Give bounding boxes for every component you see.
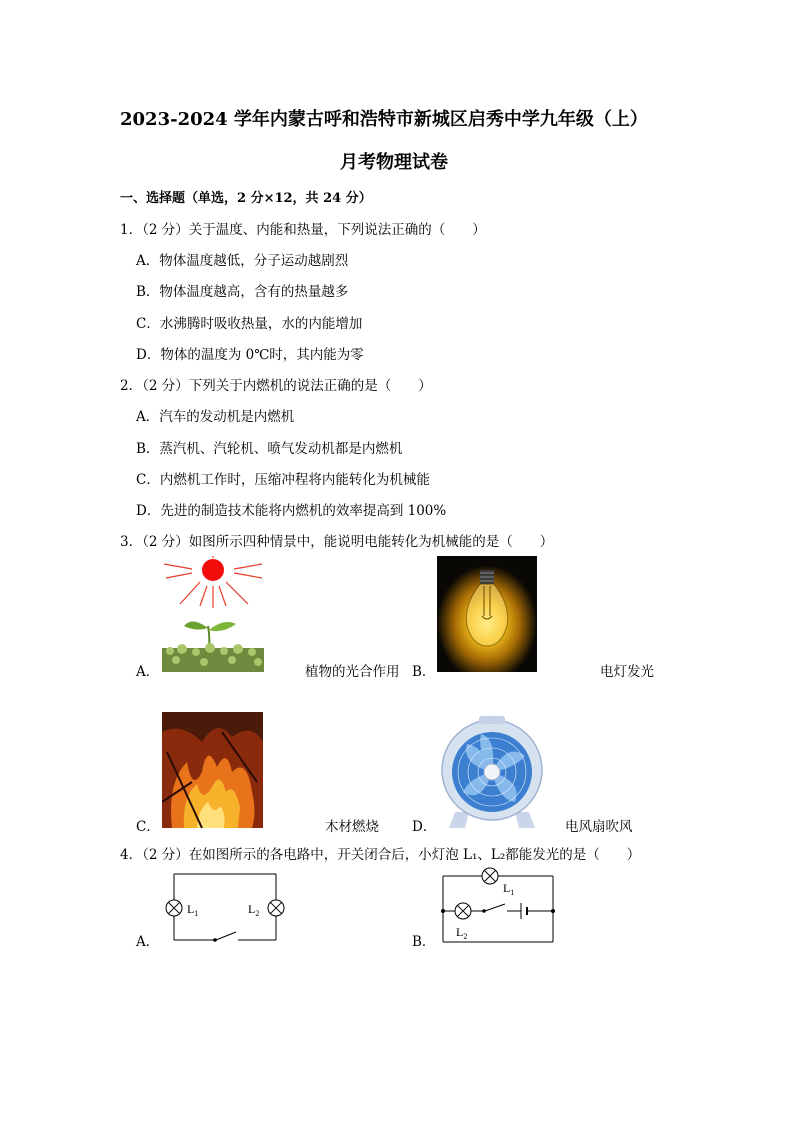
question-2-option-c[interactable]: C．内燃机工作时，压缩冲程将内能转化为机械能 xyxy=(136,472,430,488)
question-2-option-d[interactable]: D．先进的制造技术能将内燃机的效率提高到 100% xyxy=(136,503,447,519)
circuit-a-lamp2-label: L xyxy=(248,902,256,916)
question-3-option-c-caption: 木材燃烧 xyxy=(325,819,379,835)
question-1-stem: 1．（2 分）关于温度、内能和热量，下列说法正确的（ ） xyxy=(120,222,486,238)
section-heading: 一、选择题（单选，2 分×12，共 24 分） xyxy=(120,191,372,206)
page-title-line1: 2023-2024 学年内蒙古呼和浩特市新城区启秀中学九年级（上） xyxy=(120,109,648,130)
question-3-option-b-label[interactable]: B． xyxy=(412,664,436,680)
question-4-option-a-label[interactable]: A． xyxy=(136,934,160,950)
question-1-option-d[interactable]: D．物体的温度为 0℃时，其内能为零 xyxy=(136,347,364,363)
circuit-b-lamp2-sub: 2 xyxy=(463,932,468,941)
question-1-option-c[interactable]: C．水沸腾时吸收热量，水的内能增加 xyxy=(136,316,363,332)
electric-fan-image xyxy=(437,712,547,830)
circuit-a-diagram xyxy=(160,866,290,946)
question-2-option-b[interactable]: B．蒸汽机、汽轮机、喷气发动机都是内燃机 xyxy=(136,441,403,457)
question-1-option-b[interactable]: B．物体温度越高，含有的热量越多 xyxy=(136,284,349,300)
question-1-option-a[interactable]: A．物体温度越低，分子运动越剧烈 xyxy=(136,253,349,269)
circuit-b-lamp2-label: L xyxy=(456,925,464,939)
question-4-stem: 4．（2 分）在如图所示的各电路中，开关闭合后，小灯泡 L₁、L₂都能发光的是（ ） xyxy=(120,847,641,863)
question-3-option-b-caption: 电灯发光 xyxy=(600,664,654,680)
circuit-b-diagram xyxy=(435,866,565,946)
svg-text:L1 xyxy=(503,881,514,897)
question-3-option-a-caption: 植物的光合作用 xyxy=(305,664,400,680)
question-3-option-d-label[interactable]: D． xyxy=(412,819,437,835)
circuit-a-lamp1-sub: 1 xyxy=(194,909,199,918)
question-2-stem: 2．（2 分）下列关于内燃机的说法正确的是（ ） xyxy=(120,378,432,394)
question-2-option-a[interactable]: A．汽车的发动机是内燃机 xyxy=(136,409,295,425)
question-3-option-c-label[interactable]: C． xyxy=(136,819,160,835)
burning-wood-image xyxy=(162,712,263,828)
circuit-b-lamp1-label: L xyxy=(503,881,511,895)
circuit-a-lamp1-label: L xyxy=(187,902,195,916)
photosynthesis-image xyxy=(162,556,264,672)
circuit-b-lamp1-sub: 1 xyxy=(510,888,515,897)
question-4-option-b-label[interactable]: B． xyxy=(412,934,436,950)
svg-text:L1 xyxy=(187,902,198,918)
light-bulb-image xyxy=(437,556,537,672)
question-3-option-d-caption: 电风扇吹风 xyxy=(565,819,633,835)
page-title-line2: 月考物理试卷 xyxy=(340,152,448,173)
svg-text:L2 xyxy=(456,925,467,941)
svg-text:L2 xyxy=(248,902,259,918)
circuit-a-lamp2-sub: 2 xyxy=(255,909,260,918)
question-3-option-a-label[interactable]: A． xyxy=(136,664,160,680)
question-3-stem: 3．（2 分）如图所示四种情景中，能说明电能转化为机械能的是（ ） xyxy=(120,534,554,550)
